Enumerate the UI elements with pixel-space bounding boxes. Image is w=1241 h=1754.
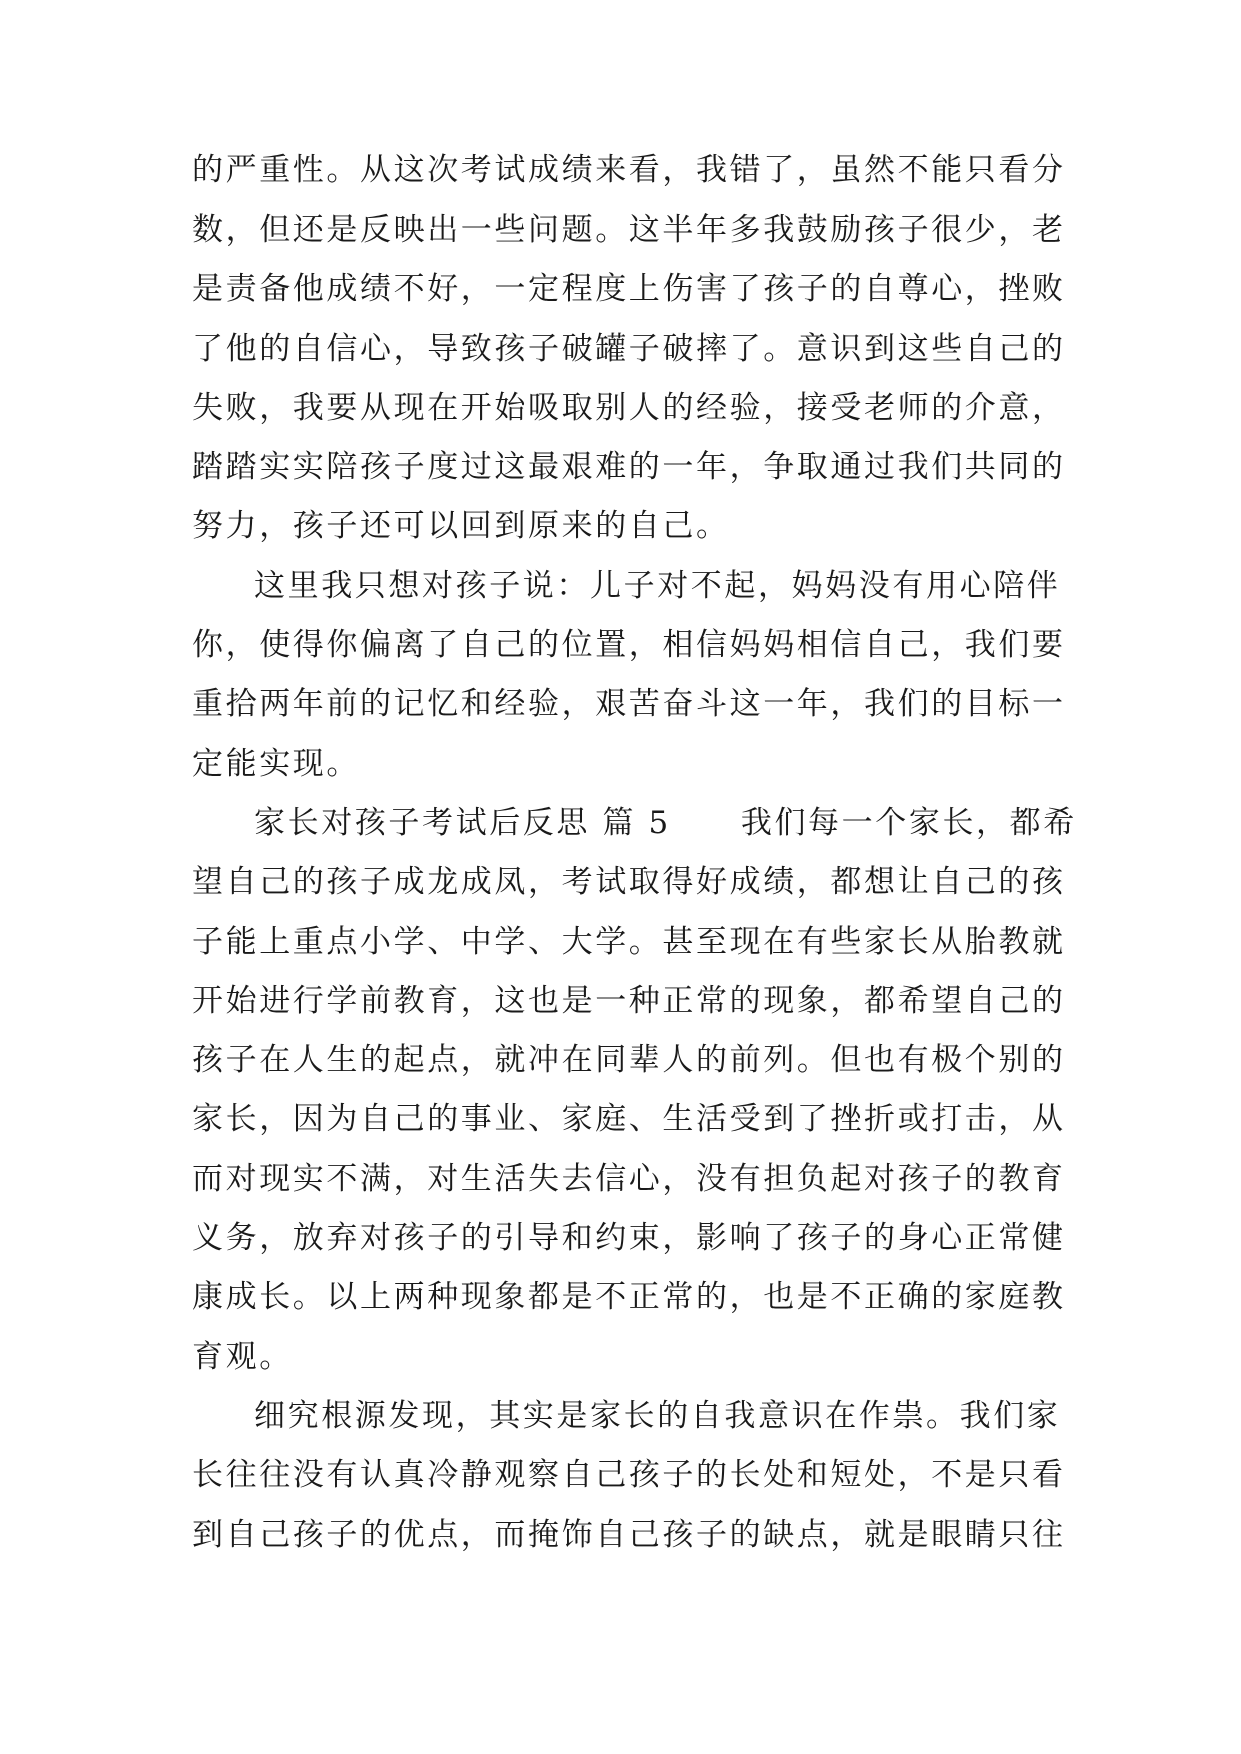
paragraph-line: 失败，我要从现在开始吸取别人的经验，接受老师的介意， [192, 390, 1066, 426]
paragraph-line: 到自己孩子的优点，而掩饰自己孩子的缺点，就是眼睛只往 [192, 1517, 1066, 1553]
paragraph-line: 家长，因为自己的事业、家庭、生活受到了挫折或打击，从 [192, 1101, 1066, 1137]
paragraph-line: 踏踏实实陪孩子度过这最艰难的一年，争取通过我们共同的 [192, 449, 1066, 485]
paragraph-line: 定能实现。 [192, 746, 360, 782]
paragraph-line: 孩子在人生的起点，就冲在同辈人的前列。但也有极个别的 [192, 1042, 1066, 1078]
paragraph-line: 重拾两年前的记忆和经验，艰苦奋斗这一年，我们的目标一 [192, 686, 1066, 722]
paragraph-line: 康成长。以上两种现象都是不正常的，也是不正确的家庭教 [192, 1279, 1066, 1315]
paragraph-line: 的严重性。从这次考试成绩来看，我错了，虽然不能只看分 [192, 152, 1066, 188]
paragraph-line: 子能上重点小学、中学、大学。甚至现在有些家长从胎教就 [192, 924, 1066, 960]
section-lead-text: 我们每一个家长，都希 [740, 805, 1077, 841]
paragraph-line: 望自己的孩子成龙成凤，考试取得好成绩，都想让自己的孩 [192, 864, 1066, 900]
paragraph-line: 是责备他成绩不好，一定程度上伤害了孩子的自尊心，挫败 [192, 271, 1066, 307]
section-heading-title: 家长对孩子考试后反思 篇 5 [254, 805, 671, 841]
paragraph-line: 而对现实不满，对生活失去信心，没有担负起对孩子的教育 [192, 1161, 1066, 1197]
paragraph-line: 长往往没有认真冷静观察自己孩子的长处和短处，不是只看 [192, 1457, 1066, 1493]
paragraph-first-line: 这里我只想对孩子说：儿子对不起，妈妈没有用心陪伴 [254, 568, 1061, 604]
paragraph-line: 你，使得你偏离了自己的位置，相信妈妈相信自己，我们要 [192, 627, 1066, 663]
section-heading-line [254, 803, 1077, 843]
paragraph-line: 数，但还是反映出一些问题。这半年多我鼓励孩子很少，老 [192, 212, 1066, 248]
paragraph-first-line: 细究根源发现，其实是家长的自我意识在作祟。我们家 [254, 1398, 1061, 1434]
paragraph-line: 努力，孩子还可以回到原来的自己。 [192, 508, 730, 544]
paragraph-line: 育观。 [192, 1339, 293, 1375]
paragraph-line: 开始进行学前教育，这也是一种正常的现象，都希望自己的 [192, 983, 1066, 1019]
paragraph-line: 了他的自信心，导致孩子破罐子破摔了。意识到这些自己的 [192, 331, 1066, 367]
paragraph-line: 义务，放弃对孩子的引导和约束，影响了孩子的身心正常健 [192, 1220, 1066, 1256]
